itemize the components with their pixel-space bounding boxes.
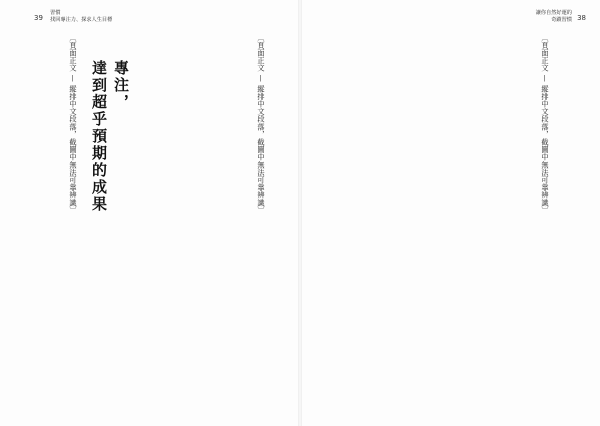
running-header-left-line2: 找回專注力、探求人生目標 xyxy=(50,16,113,23)
left-body-text-upper: 〔頁面正文 — 縱排中文段落，截圖中無法可靠辨識〕 xyxy=(257,34,266,215)
running-header-left xyxy=(50,10,112,23)
running-header-right xyxy=(536,10,572,23)
page-number-right: 38 xyxy=(577,14,586,22)
chapter-heading-line1: 專注， xyxy=(112,60,130,111)
running-header-right-line2: 奇蹟習慣 xyxy=(551,16,572,23)
page-number-left: 39 xyxy=(34,14,43,22)
running-header-right-line1: 讓你自然好運的 xyxy=(535,10,572,16)
left-body-text-lower: 〔頁面正文 — 縱排中文段落，截圖中無法可靠辨識〕 xyxy=(69,34,78,215)
right-page xyxy=(300,0,600,426)
chapter-heading-line2: 達到超乎預期的成果 xyxy=(90,60,108,213)
running-header-left-line1: 習慣 xyxy=(50,10,61,16)
chapter-heading xyxy=(88,60,132,280)
right-body-text: 〔頁面正文 — 縱排中文段落，截圖中無法可靠辨識〕 xyxy=(541,34,550,215)
